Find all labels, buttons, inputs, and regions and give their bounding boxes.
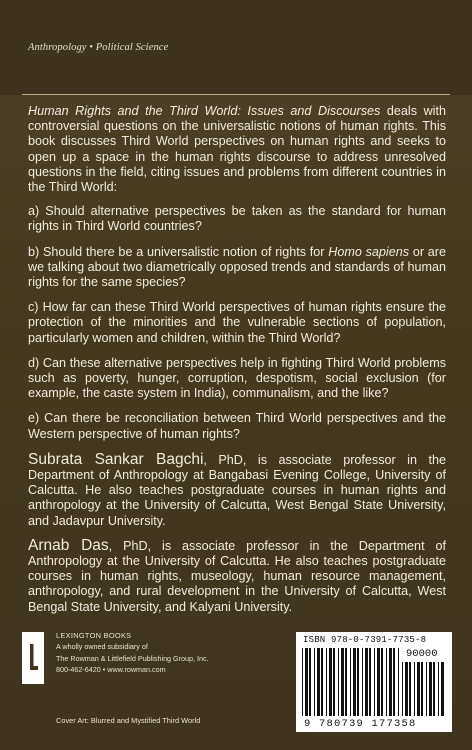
- question-b-species: Homo sapiens: [328, 244, 410, 259]
- question-b-end: or are we talking about two diametrically opposed trends and standards of human rights for the same species?: [28, 244, 446, 290]
- barcode-bar: [429, 662, 432, 716]
- author-bio-bagchi: [28, 452, 446, 529]
- intro-text: deals with controversial questions on the universalistic notions of human rights. This book discusses Third World perspectives on human rights and seeks to open up a space in the human rights discourse to address unresolved questions in the field, citing issues and problems from different countries in the Third World:: [28, 104, 446, 195]
- publisher-line-1: A wholly owned subsidiary of: [56, 642, 148, 652]
- barcode-bar: [305, 648, 308, 716]
- publisher-line-2: The Rowman & Littlefield Publishing Group, Inc.: [56, 653, 209, 663]
- barcode-digits: 9 780739 177358: [304, 718, 417, 730]
- barcode-bar: [333, 648, 335, 716]
- barcode-bar: [377, 648, 380, 716]
- barcode-bar: [426, 662, 427, 716]
- barcode-bar: [417, 662, 420, 716]
- author-bio-text: , PhD, is associate professor in the Department of Anthropology at Bangabasi Evening College, University of Calcutta. He also teaches postgraduate courses in human rights and anthropology at the University of Calcutta, West Bengal State University, and Jadavpur University.: [28, 452, 446, 528]
- author-bio-text: , PhD, is associate professor in the Department of Anthropology at the University of Calcutta. He also teaches postgraduate courses in human rights, museology, human resource management, anthropology, and rural development in the University of Calcutta, West Bengal State University, and Kalyani University.: [28, 538, 446, 614]
- barcode-bar: [329, 648, 332, 716]
- question-b-start: b) Should there be a universalistic notion of rights for: [28, 244, 329, 259]
- barcode-bar: [414, 662, 415, 716]
- barcode-bar: [338, 648, 339, 716]
- barcode-bar: [389, 648, 392, 716]
- barcode-bar: [369, 648, 371, 716]
- publisher-info: [56, 630, 209, 676]
- barcode-bar: [393, 648, 395, 716]
- barcode-bar: [302, 648, 303, 716]
- barcode-bar: [341, 648, 344, 716]
- barcode-bar: [326, 648, 327, 716]
- barcode-bar: [374, 648, 375, 716]
- cover-art-credit: Cover Art: Blurred and Mystified Third World: [56, 716, 201, 725]
- barcode-bar: [386, 648, 387, 716]
- barcode-bar: [345, 648, 347, 716]
- lexington-logo-icon: [22, 632, 44, 684]
- question-a: a) Should alternative perspectives be taken as the standard for human rights in Third World countries?: [28, 204, 446, 234]
- author-name: Arnab Das: [28, 536, 109, 554]
- header-band: [0, 0, 472, 95]
- barcode-bar: [357, 648, 359, 716]
- author-bio-das: [28, 538, 446, 615]
- ean-barcode-bars: [302, 648, 402, 718]
- question-b: [28, 245, 446, 291]
- barcode-bar: [398, 648, 399, 716]
- publisher-name: LEXINGTON BOOKS: [56, 631, 132, 640]
- barcode-bar: [433, 662, 435, 716]
- book-title: Human Rights and the Third World: Issues and Discourses: [28, 104, 381, 118]
- subject-categories: Anthropology • Political Science: [28, 42, 169, 53]
- barcode-bar: [381, 648, 383, 716]
- barcode-bar: [321, 648, 323, 716]
- barcode-bar: [362, 648, 363, 716]
- barcode-bar: [350, 648, 351, 716]
- header-divider: [22, 94, 450, 95]
- barcode-bar: [409, 662, 411, 716]
- barcode: [296, 632, 452, 732]
- barcode-bar: [317, 648, 320, 716]
- barcode-bar: [438, 662, 439, 716]
- intro-paragraph: [28, 104, 446, 195]
- barcode-bar: [441, 662, 444, 716]
- cover-copy: [28, 104, 446, 624]
- barcode-bar: [309, 648, 311, 716]
- barcode-bar: [314, 648, 315, 716]
- barcode-bar: [353, 648, 356, 716]
- publisher-contact: 800-462-6420 • www.rowman.com: [56, 665, 166, 675]
- barcode-bar: [405, 662, 408, 716]
- question-d: d) Can these alternative perspectives help in fighting Third World problems such as poverty, hunger, corruption, despotism, social exclusion (for example, the caste system in India), communalism, and the like?: [28, 355, 446, 401]
- footer: [0, 608, 472, 750]
- barcode-bar: [421, 662, 423, 716]
- barcode-bar: [365, 648, 368, 716]
- question-e: e) Can there be reconciliation between Third World perspectives and the Western perspective of human rights?: [28, 411, 446, 441]
- question-c: c) How far can these Third World perspectives of human rights ensure the protection of the minorities and the vulnerable sections of population, particularly women and children, within the Third World?: [28, 300, 446, 345]
- barcode-bar: [402, 662, 403, 716]
- author-name: Subrata Sankar Bagchi: [28, 450, 204, 468]
- isbn-label: ISBN 978-0-7391-7735-8: [303, 635, 427, 645]
- price-code: 90000: [406, 648, 438, 660]
